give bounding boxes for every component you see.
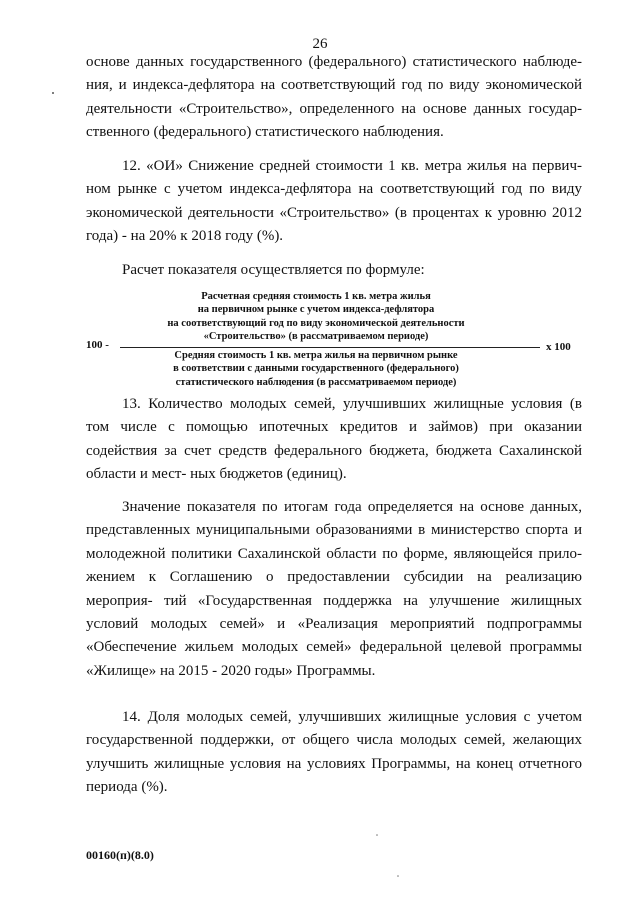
formula-left-operand: 100 - <box>86 339 109 351</box>
document-code: 00160(п)(8.0) <box>86 848 154 862</box>
text-line: Значение показателя по итогам года определяется на основе данных, <box>122 499 582 515</box>
formula-denominator-line: Средняя стоимость 1 кв. метра жилья на первичном рынке <box>174 350 458 361</box>
text-line: 13. Количество молодых семей, улучшивших жилищные условия (в том <box>86 396 582 436</box>
scan-speck <box>376 834 378 836</box>
text-line: молодых семей» федеральной целевой программы «Жилище» на 2015 - 2020 <box>86 639 582 679</box>
text-line: жением к Соглашению о предоставлении субсидии на реализацию мероприя- <box>86 569 582 609</box>
page-number: 26 <box>312 36 328 52</box>
scan-speck <box>52 92 54 94</box>
text-line: 14. Доля молодых семей, улучшивших жилищные условия с учетом <box>122 709 582 725</box>
text-line: периода (%). <box>86 779 168 796</box>
text-line: года) - на 20% к 2018 году (%). <box>86 228 284 245</box>
text-line: тий «Государственная поддержка на улучшение жилищных условий молодых <box>86 592 582 633</box>
text-line: Расчет показателя осуществляется по формуле: <box>122 262 425 278</box>
text-line: молодежной политики Сахалинской области по форме, являющейся прило- <box>86 545 582 562</box>
scan-speck <box>397 875 399 877</box>
text-line: основе данных государственного (федерального) статистического наблюде- <box>86 54 582 70</box>
formula-numerator-line: на первичном рынке с учетом индекса-дефлятора <box>197 304 435 316</box>
text-line: ном рынке с учетом индекса-дефлятора на соответствующий год по виду <box>86 181 582 198</box>
text-line: государственной поддержки, от общего числа молодых семей, желающих <box>86 732 582 749</box>
formula-numerator-line: Расчетная средняя стоимость 1 кв. метра жилья <box>201 291 431 302</box>
formula-numerator-line: «Строительство» (в рассматриваемом периоде) <box>203 330 429 342</box>
formula-denominator-line: статистического наблюдения (в рассматриваемом периоде) <box>175 376 457 388</box>
text-line: экономической деятельности «Строительство» (в процентах к уровню 2012 <box>86 204 582 221</box>
text-line: ных бюджетов (единиц). <box>190 466 347 483</box>
text-line: представленных муниципальными образованиями в министерство спорта и <box>86 522 582 539</box>
text-line: ния, и индекса-дефлятора на соответствующий год по виду экономической <box>86 77 582 94</box>
formula-numerator-line: на соответствующий год по виду экономической деятельности <box>167 317 465 329</box>
text-line: ственного (федерального) статистического наблюдения. <box>86 124 444 141</box>
formula-right-operand: х 100 <box>546 341 571 353</box>
text-line: улучшить жилищные условия на условиях Программы, на конец отчетного <box>86 755 582 772</box>
formula-denominator-line: в соответствии с данными государственного (федерального) <box>173 363 459 375</box>
text-line: числе с помощью ипотечных кредитов и займов) при оказании содействия за <box>86 419 583 459</box>
text-line: деятельности «Строительство», определенного на основе данных государ- <box>86 100 582 117</box>
text-line: годы» Программы. <box>254 662 376 679</box>
text-line: счет средств федерального бюджета, бюджета Сахалинской области и мест- <box>86 442 582 483</box>
text-line: 12. «ОИ» Снижение средней стоимости 1 кв. метра жилья на первич- <box>122 158 582 174</box>
text-line: семей» и «Реализация мероприятий подпрограммы «Обеспечение жильем <box>86 616 582 656</box>
